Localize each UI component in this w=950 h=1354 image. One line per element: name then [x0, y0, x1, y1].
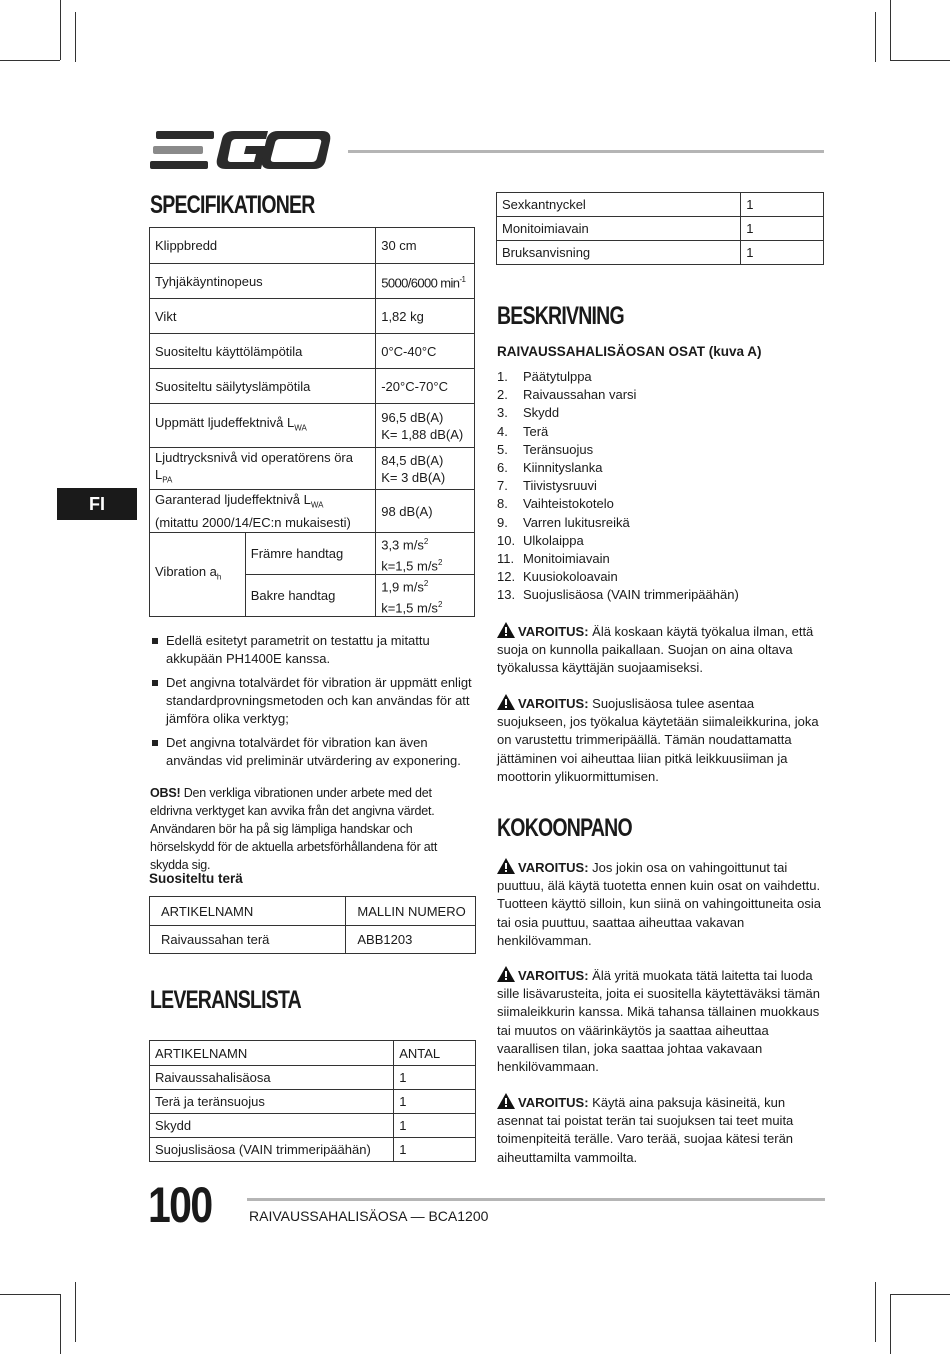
warning-block: [497, 694, 825, 786]
warning-label: VAROITUS:: [518, 1095, 589, 1110]
list-item: [497, 586, 739, 604]
spec-value: 1,82 kg: [376, 299, 475, 334]
list-item: Det angivna totalvärdet för vibration kan även användas vid preliminär utvärdering av exponering.: [150, 734, 475, 770]
crop-mark: [875, 1282, 876, 1342]
spec-value: [376, 533, 475, 575]
spec-sublabel: Bakre handtag: [245, 575, 375, 617]
warning-text: Käytä aina paksuja käsineitä, kun asennat tai poistat terän tai suojuksen tai teet muita toimenpiteitä terälle. Varo terää, suojaa kätesi terän aiheuttamilta vammoilta.: [497, 1095, 794, 1165]
parts-subheading: RAIVAUSSAHALISÄOSAN OSAT (kuva A): [497, 344, 762, 359]
table-row: [497, 193, 824, 217]
spec-label: [150, 404, 376, 448]
table-row: [150, 926, 476, 954]
table-row: [150, 1114, 476, 1138]
list-item: [497, 404, 739, 422]
table-cell: 1: [741, 217, 824, 241]
list-text: Terä: [523, 423, 549, 439]
table-cell: ABB1203: [346, 926, 476, 954]
spec-value: [376, 575, 475, 617]
spec-value-sup: 2: [423, 537, 429, 547]
warning-block: [497, 622, 825, 678]
column-header: MALLIN NUMERO: [346, 897, 476, 926]
spec-value: [376, 448, 475, 490]
spec-value-line: K= 1,88 dB(A): [381, 426, 464, 442]
table-cell: 1: [394, 1090, 476, 1114]
table-row: [150, 264, 475, 299]
spec-value-sup: -1: [459, 274, 466, 284]
header-rule: [348, 150, 824, 153]
spec-label-text: Garanterad ljudeffektnivå L: [155, 492, 311, 508]
warning-label: VAROITUS:: [518, 696, 589, 711]
list-item: [497, 550, 739, 568]
list-text: Monitoimiavain: [523, 551, 610, 567]
spec-label-line: (mitattu 2000/14/EC:n mukaisesti): [155, 514, 351, 530]
list-text: Tiivistysruuvi: [523, 478, 597, 494]
warning-text: Älä yritä muokata tätä laitetta tai luoda sille lisävarusteita, joita ei suositella käytettäväksi tämän siimaleikkurin kanssa. Mikä tahansa tällainen muokkaus tai muutos on väärinkäytös ja saattaa aiheuttaa vaarallisen tilan, joka saattaa johtaa vakavaan henkilövammaan.: [497, 968, 820, 1075]
list-number: 1.: [497, 369, 508, 384]
footer-title: RAIVAUSSAHALISÄOSA — BCA1200: [249, 1208, 489, 1224]
delivery-table: [149, 1040, 476, 1162]
table-row: [150, 448, 475, 490]
list-number: 13.: [497, 587, 516, 603]
crop-mark: [75, 12, 76, 62]
spec-label: [150, 448, 376, 490]
crop-mark: [890, 1294, 950, 1295]
warning-label: VAROITUS:: [518, 860, 589, 875]
table-cell: Raivaussahan terä: [150, 926, 346, 954]
list-text: Suojuslisäosa (VAIN trimmeripäähän): [523, 587, 739, 603]
warning-icon: [497, 858, 515, 874]
spec-value-line: 84,5 dB(A): [381, 452, 444, 468]
list-number: 3.: [497, 405, 508, 421]
table-row: [150, 369, 475, 404]
table-header-row: [150, 1041, 476, 1066]
spec-value: [376, 264, 475, 299]
spec-label: Tyhjäkäyntinopeus: [150, 264, 376, 299]
blade-table: [149, 896, 476, 954]
table-row: [150, 490, 475, 533]
spec-label: Suositeltu käyttölämpötila: [150, 334, 376, 369]
list-item: [497, 568, 739, 586]
spec-value: 30 cm: [376, 228, 475, 264]
spec-value-text: 5000/6000 min: [381, 275, 460, 291]
blade-heading: Suositeltu terä: [149, 871, 243, 886]
table-cell: Suojuslisäosa (VAIN trimmeripäähän): [150, 1138, 394, 1162]
ego-logo-mark: [150, 128, 332, 172]
table-cell: 1: [394, 1138, 476, 1162]
spec-label-sub: WA: [294, 423, 307, 433]
list-text: Vaihteistokotelo: [523, 496, 614, 512]
spec-label-sub: h: [216, 572, 222, 582]
list-text: Varren lukitusreikä: [523, 514, 630, 530]
list-item: [497, 514, 739, 532]
list-item: Det angivna totalvärdet för vibration är uppmätt enligt standardprovningsmetoden och kan användas för att jämföra olika verktyg;: [150, 674, 475, 728]
table-row: [150, 299, 475, 334]
list-item: [497, 386, 739, 404]
warning-icon: [497, 1093, 515, 1109]
obs-note: [150, 784, 476, 874]
table-row: [497, 217, 824, 241]
column-header: ANTAL: [394, 1041, 476, 1066]
list-item: [497, 477, 739, 495]
list-item: [497, 441, 739, 459]
list-text: Päätytulppa: [523, 369, 592, 384]
table-row: [150, 334, 475, 369]
table-cell: Sexkantnyckel: [497, 193, 741, 217]
spec-value: -20°C-70°C: [376, 369, 475, 404]
list-text: Kiinnityslanka: [523, 460, 603, 476]
list-text: Raivaussahan varsi: [523, 387, 637, 403]
list-number: 9.: [497, 514, 508, 530]
table-row: [150, 228, 475, 264]
spec-label-text: Ljudtrycksnivå vid operatörens öra L: [155, 449, 353, 482]
spec-value-sup: 2: [423, 579, 429, 589]
page-number: 100: [148, 1177, 212, 1233]
warning-text: Jos jokin osa on vahingoittunut tai puuttuu, älä käytä tuotetta ennen kuin osat on vaihdettu. Tuotteen käyttö silloin, kun siinä on vahingoittuneita osia tai osia puuttuu, saattaa aiheuttaa vakavan henkilövamman.: [497, 860, 821, 948]
list-text: Kuusiokoloavain: [523, 569, 618, 585]
warning-block: [497, 966, 825, 1076]
table-cell: 1: [394, 1114, 476, 1138]
crop-mark: [875, 12, 876, 62]
spec-value-sup: 2: [437, 599, 443, 609]
footer-rule: [247, 1198, 825, 1201]
crop-mark: [60, 0, 61, 60]
warning-text: Älä koskaan käytä työkalua ilman, että suoja on kunnolla paikallaan. Suojan on aina oltava työkalussa käyttäjän suojaamiseksi.: [497, 624, 814, 676]
spec-value-sup: 2: [437, 557, 443, 567]
warning-icon: [497, 694, 515, 710]
warning-block: [497, 858, 825, 950]
list-number: 10.: [497, 532, 516, 548]
spec-value-text: 3,3 m/s: [381, 537, 424, 553]
language-tab: FI: [57, 488, 137, 520]
specifications-heading: SPECIFIKATIONER: [150, 191, 315, 219]
column-header: ARTIKELNAMN: [150, 1041, 394, 1066]
warning-icon: [497, 966, 515, 982]
table-row: [150, 404, 475, 448]
warning-label: VAROITUS:: [518, 968, 589, 983]
list-item: [497, 459, 739, 477]
crop-mark: [60, 1294, 61, 1354]
spec-value-text: k=1,5 m/s: [381, 599, 438, 615]
list-number: 2.: [497, 387, 508, 403]
specifications-table: [149, 227, 475, 617]
spec-value: 98 dB(A): [376, 490, 475, 533]
table-cell: Skydd: [150, 1114, 394, 1138]
spec-label-sub: WA: [310, 500, 324, 510]
spec-sublabel: Främre handtag: [245, 533, 375, 575]
table-cell: Monitoimiavain: [497, 217, 741, 241]
list-number: 4.: [497, 423, 508, 439]
list-text: Ulkolaippa: [523, 532, 584, 548]
description-heading: BESKRIVNING: [497, 302, 624, 330]
spec-label: Klippbredd: [150, 228, 376, 264]
spec-notes: [150, 632, 475, 776]
table-cell: 1: [394, 1066, 476, 1090]
table-row: [150, 1090, 476, 1114]
list-item: [497, 368, 739, 386]
table-cell: Bruksanvisning: [497, 241, 741, 265]
table-cell: 1: [741, 193, 824, 217]
list-number: 6.: [497, 460, 508, 476]
spec-label-text: Vibration a: [155, 564, 217, 580]
table-cell: Terä ja teränsuojus: [150, 1090, 394, 1114]
table-row: [497, 241, 824, 265]
assembly-heading: KOKOONPANO: [497, 814, 632, 842]
crop-mark: [890, 60, 950, 61]
table-row: [150, 1066, 476, 1090]
list-item: [497, 423, 739, 441]
table-row: [150, 1138, 476, 1162]
spec-value-line: 96,5 dB(A): [381, 409, 444, 425]
column-header: ARTIKELNAMN: [150, 897, 346, 926]
obs-text: Den verkliga vibrationen under arbete med det eldrivna verktyget kan avvika från det angivna värdet. Användaren bör ha på sig lämpliga handskar och hörselskydd för de aktuella arbetsförhållandena för att skydda sig.: [150, 786, 438, 872]
table-cell: 1: [741, 241, 824, 265]
warning-icon: [497, 622, 515, 638]
list-item: [497, 532, 739, 550]
table-cell: Raivaussahalisäosa: [150, 1066, 394, 1090]
table-row: [150, 533, 475, 575]
crop-mark: [0, 60, 60, 61]
list-number: 7.: [497, 478, 508, 494]
list-item: [497, 495, 739, 513]
list-number: 12.: [497, 569, 516, 585]
list-number: 8.: [497, 496, 508, 512]
table-header-row: [150, 897, 476, 926]
spec-label-text: Uppmätt ljudeffektnivå L: [155, 415, 295, 431]
list-text: Skydd: [523, 405, 560, 421]
spec-value-text: 1,9 m/s: [381, 579, 424, 595]
warning-block: [497, 1093, 825, 1167]
list-number: 11.: [497, 551, 515, 567]
crop-mark: [890, 0, 891, 60]
delivery-heading: LEVERANSLISTA: [150, 986, 301, 1014]
ego-logo: [150, 128, 332, 172]
obs-label: OBS!: [150, 786, 181, 800]
crop-mark: [890, 1294, 891, 1354]
warning-label: VAROITUS:: [518, 624, 589, 639]
list-text: Teränsuojus: [523, 441, 594, 457]
list-number: 5.: [497, 441, 508, 457]
warning-text: Suojuslisäosa tulee asentaa suojukseen, jos työkalua käytetään siimaleikkurina, joka on varustettu trimmeripäällä. Tämän noudattamatta jättäminen voi aiheuttaa liian pitkä leikkuusiiman ja moottorin ylikuormittumisen.: [497, 696, 819, 784]
spec-label: [150, 490, 376, 533]
delivery-table-continued: [496, 192, 824, 265]
crop-mark: [75, 1282, 76, 1342]
spec-label-sub: PA: [162, 475, 173, 485]
spec-label: Vikt: [150, 299, 376, 334]
spec-value: [376, 404, 475, 448]
crop-mark: [0, 1294, 60, 1295]
list-item: Edellä esitetyt parametrit on testattu ja mitattu akkupään PH1400E kanssa.: [150, 632, 475, 668]
spec-value: 0°C-40°C: [376, 334, 475, 369]
spec-value-line: K= 3 dB(A): [381, 469, 446, 485]
spec-label: Suositeltu säilytyslämpötila: [150, 369, 376, 404]
spec-label: [150, 533, 246, 617]
spec-value-text: k=1,5 m/s: [381, 557, 438, 573]
parts-list: [497, 368, 739, 605]
